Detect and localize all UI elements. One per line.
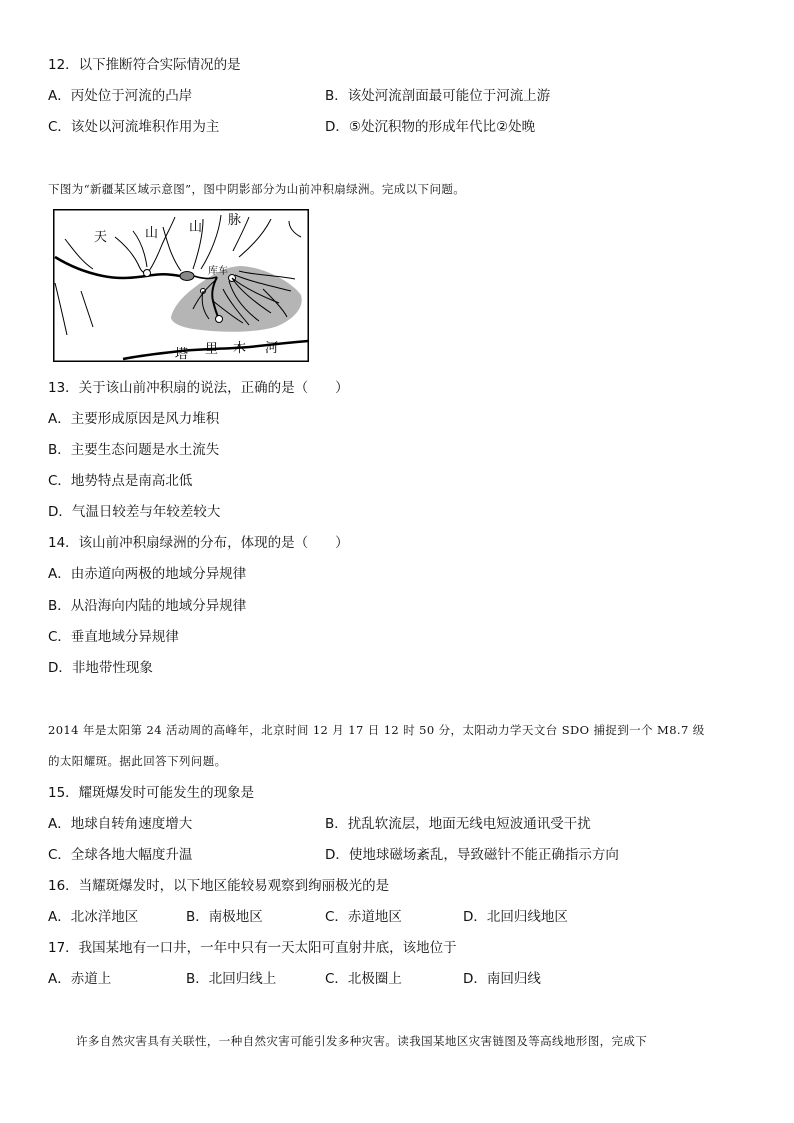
q13-option-a: A．主要形成原因是风力堆积	[48, 411, 220, 427]
q13-option-b: B．主要生态问题是水土流失	[48, 442, 220, 458]
q16-option-d: D．北回归线地区	[463, 909, 568, 925]
q13-stem: 13．关于该山前冲积扇的说法，正确的是（ ）	[48, 380, 349, 396]
lake	[180, 272, 194, 281]
q17-stem: 17．我国某地有一口井，一年中只有一天太阳可直射井底，该地位于	[48, 940, 457, 956]
q15-option-c: C．全球各地大幅度升温	[48, 847, 193, 863]
q16-stem: 16．当耀斑爆发时，以下地区能较易观察到绚丽极光的是	[48, 878, 390, 894]
q14-option-d: D．非地带性现象	[48, 660, 153, 676]
q15-option-b: B．扰乱软流层，地面无线电短波通讯受干扰	[325, 816, 591, 832]
group3-intro-line1: 2014 年是太阳第 24 活动周的高峰年，北京时间 12 月 17 日 12 时 50 分，太阳动力学天文台 SDO 捕捉到一个 M8.7 级	[48, 723, 705, 737]
q15-option-a: A．地球自转角速度增大	[48, 816, 193, 832]
q12-stem: 12．以下推断符合实际情况的是	[48, 57, 241, 73]
q12-option-d: D．⑤处沉积物的形成年代比②处晚	[325, 119, 536, 135]
town-west	[144, 270, 151, 277]
q17-option-a: A．赤道上	[48, 971, 112, 987]
q12-option-a: A．丙处位于河流的凸岸	[48, 88, 193, 104]
xinjiang-region-map	[53, 209, 309, 362]
q17-option-c: C．北极圈上	[325, 971, 402, 987]
map-label-mai: 脉	[228, 213, 242, 228]
q16-option-c: C．赤道地区	[325, 909, 402, 925]
q17-option-b: B．北回归线上	[186, 971, 277, 987]
q15-stem: 15．耀斑爆发时可能发生的现象是	[48, 785, 255, 801]
map-label-shan2: 山	[189, 220, 203, 235]
q15-option-d: D．使地球磁场紊乱，导致磁针不能正确指示方向	[325, 847, 619, 863]
q14-option-c: C．垂直地域分异规律	[48, 629, 179, 645]
q16-option-b: B．南极地区	[186, 909, 263, 925]
q14-stem: 14．该山前冲积扇绿洲的分布，体现的是（ ）	[48, 535, 349, 551]
group2-intro: 下图为“新疆某区域示意图”，图中阴影部分为山前冲积扇绿洲。完成以下问题。	[48, 182, 466, 196]
group4-intro: 许多自然灾害具有关联性，一种自然灾害可能引发多种灾害。读我国某地区灾害链图及等高线地形图，完成下	[76, 1034, 648, 1048]
map-label-li: 里	[205, 342, 219, 357]
q17-option-d: D．南回归线	[463, 971, 541, 987]
q12-option-b: B．该处河流剖面最可能位于河流上游	[325, 88, 551, 104]
map-label-mu: 木	[233, 341, 247, 356]
map-label-ta: 塔	[175, 347, 189, 362]
map-label-tian: 天	[94, 230, 108, 245]
q14-option-a: A．由赤道向两极的地域分异规律	[48, 566, 247, 582]
map-label-shan1: 山	[145, 226, 159, 241]
map-label-he: 河	[265, 341, 279, 356]
q13-option-d: D．气温日较差与年较差较大	[48, 504, 221, 520]
q14-option-b: B．从沿海向内陆的地域分异规律	[48, 598, 247, 614]
q16-option-a: A．北冰洋地区	[48, 909, 139, 925]
town-south	[216, 316, 223, 323]
q12-option-c: C．该处以河流堆积作用为主	[48, 119, 220, 135]
group3-intro-line2: 的太阳耀斑。据此回答下列问题。	[48, 754, 227, 768]
map-label-kuche: 库车	[208, 266, 228, 277]
q13-option-c: C．地势特点是南高北低	[48, 473, 193, 489]
